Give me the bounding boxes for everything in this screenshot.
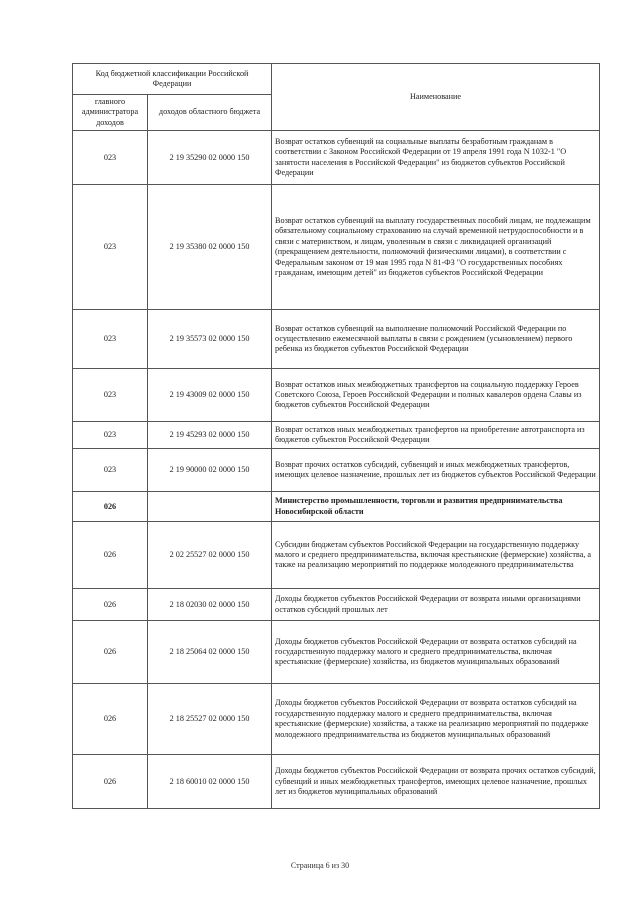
admin-code-cell: 023 <box>73 310 148 369</box>
table-row <box>73 310 600 369</box>
table-row <box>73 449 600 492</box>
name-cell: Доходы бюджетов субъектов Российской Федерации от возврата прочих остатков субсидий, субвенций и иных межбюджетных трансфертов, имеющих целевое назначение, прошлых лет из бюджетов муниципальных образований <box>272 755 600 809</box>
income-code-cell: 2 18 25527 02 0000 150 <box>148 684 272 755</box>
income-code-cell: 2 19 35573 02 0000 150 <box>148 310 272 369</box>
income-code-cell: 2 19 45293 02 0000 150 <box>148 422 272 449</box>
name-cell: Возврат остатков иных межбюджетных трансфертов на приобретение автотранспорта из бюджетов субъектов Российской Федерации <box>272 422 600 449</box>
page-number: Страница 6 из 30 <box>290 861 350 870</box>
name-cell: Министерство промышленности, торговли и развития предпринимательства Новосибирской области <box>272 492 600 522</box>
budget-classification-table <box>72 63 600 809</box>
header-name: Наименование <box>272 64 600 131</box>
table-row <box>73 422 600 449</box>
table-row <box>73 589 600 621</box>
income-code-cell: 2 18 60010 02 0000 150 <box>148 755 272 809</box>
header-admin: главного администратора доходов <box>73 95 148 131</box>
table-row-section <box>73 492 600 522</box>
name-cell: Доходы бюджетов субъектов Российской Федерации от возврата остатков субсидий на государственную поддержку малого и среднего предпринимательства, включая крестьянские (фермерские) хозяйства, а также на реализацию мероприятий по поддержке молодежного предпринимательства из бюджетов муниципальных образований <box>272 684 600 755</box>
table-row <box>73 621 600 684</box>
income-code-cell: 2 02 25527 02 0000 150 <box>148 522 272 589</box>
table-row <box>73 755 600 809</box>
admin-code-cell: 026 <box>73 755 148 809</box>
income-code-cell <box>148 492 272 522</box>
name-cell: Возврат остатков субвенций на выплату государственных пособий лицам, не подлежащим обязательному социальному страхованию на случай временной нетрудоспособности и в связи с материнством, и лицам, уволенным в связи с ликвидацией организаций (прекращением деятельности, полномочий физическими лицами), в соответствии с Федеральным законом от 19 мая 1995 года N 81-ФЗ "О государственных пособиях гражданам, имеющим детей" из бюджетов субъектов Российской Федерации <box>272 185 600 310</box>
name-cell: Субсидии бюджетам субъектов Российской Федерации на государственную поддержку малого и среднего предпринимательства, включая крестьянские (фермерские) хозяйства, а также на реализацию мероприятий по поддержке молодежного предпринимательства <box>272 522 600 589</box>
income-code-cell: 2 18 25064 02 0000 150 <box>148 621 272 684</box>
name-cell: Доходы бюджетов субъектов Российской Федерации от возврата иными организациями остатков субсидий прошлых лет <box>272 589 600 621</box>
admin-code-cell: 026 <box>73 684 148 755</box>
name-cell: Возврат остатков субвенций на социальные выплаты безработным гражданам в соответствии с Законом Российской Федерации от 19 апреля 1991 года N 1032-1 "О занятости населения в Российской Федерации" из бюджетов субъектов Российской Федерации <box>272 131 600 185</box>
income-code-cell: 2 19 35290 02 0000 150 <box>148 131 272 185</box>
admin-code-cell: 023 <box>73 422 148 449</box>
admin-code-cell: 026 <box>73 492 148 522</box>
table-row <box>73 522 600 589</box>
header-code-group: Код бюджетной классификации Российской Федерации <box>73 64 272 95</box>
admin-code-cell: 026 <box>73 589 148 621</box>
table-row <box>73 131 600 185</box>
income-code-cell: 2 19 43009 02 0000 150 <box>148 369 272 422</box>
name-cell: Возврат прочих остатков субсидий, субвенций и иных межбюджетных трансфертов, имеющих целевое назначение, прошлых лет из бюджетов субъектов Российской Федерации <box>272 449 600 492</box>
admin-code-cell: 023 <box>73 131 148 185</box>
table-row <box>73 369 600 422</box>
income-code-cell: 2 19 35380 02 0000 150 <box>148 185 272 310</box>
admin-code-cell: 023 <box>73 369 148 422</box>
admin-code-cell: 023 <box>73 185 148 310</box>
header-income: доходов областного бюджета <box>148 95 272 131</box>
table-row <box>73 684 600 755</box>
name-cell: Возврат остатков субвенций на выполнение полномочий Российской Федерации по осуществлению ежемесячной выплаты в связи с рождением (усыновлением) первого ребенка из бюджетов субъектов Российской Федерации <box>272 310 600 369</box>
income-code-cell: 2 19 90000 02 0000 150 <box>148 449 272 492</box>
table-row <box>73 185 600 310</box>
admin-code-cell: 026 <box>73 522 148 589</box>
admin-code-cell: 026 <box>73 621 148 684</box>
admin-code-cell: 023 <box>73 449 148 492</box>
income-code-cell: 2 18 02030 02 0000 150 <box>148 589 272 621</box>
name-cell: Возврат остатков иных межбюджетных трансфертов на социальную поддержку Героев Советского Союза, Героев Российской Федерации и полных кавалеров ордена Славы из бюджетов субъектов Российской Федерации <box>272 369 600 422</box>
name-cell: Доходы бюджетов субъектов Российской Федерации от возврата остатков субсидий на государственную поддержку малого и среднего предпринимательства, включая крестьянские (фермерские) хозяйства, из бюджетов муниципальных образований <box>272 621 600 684</box>
